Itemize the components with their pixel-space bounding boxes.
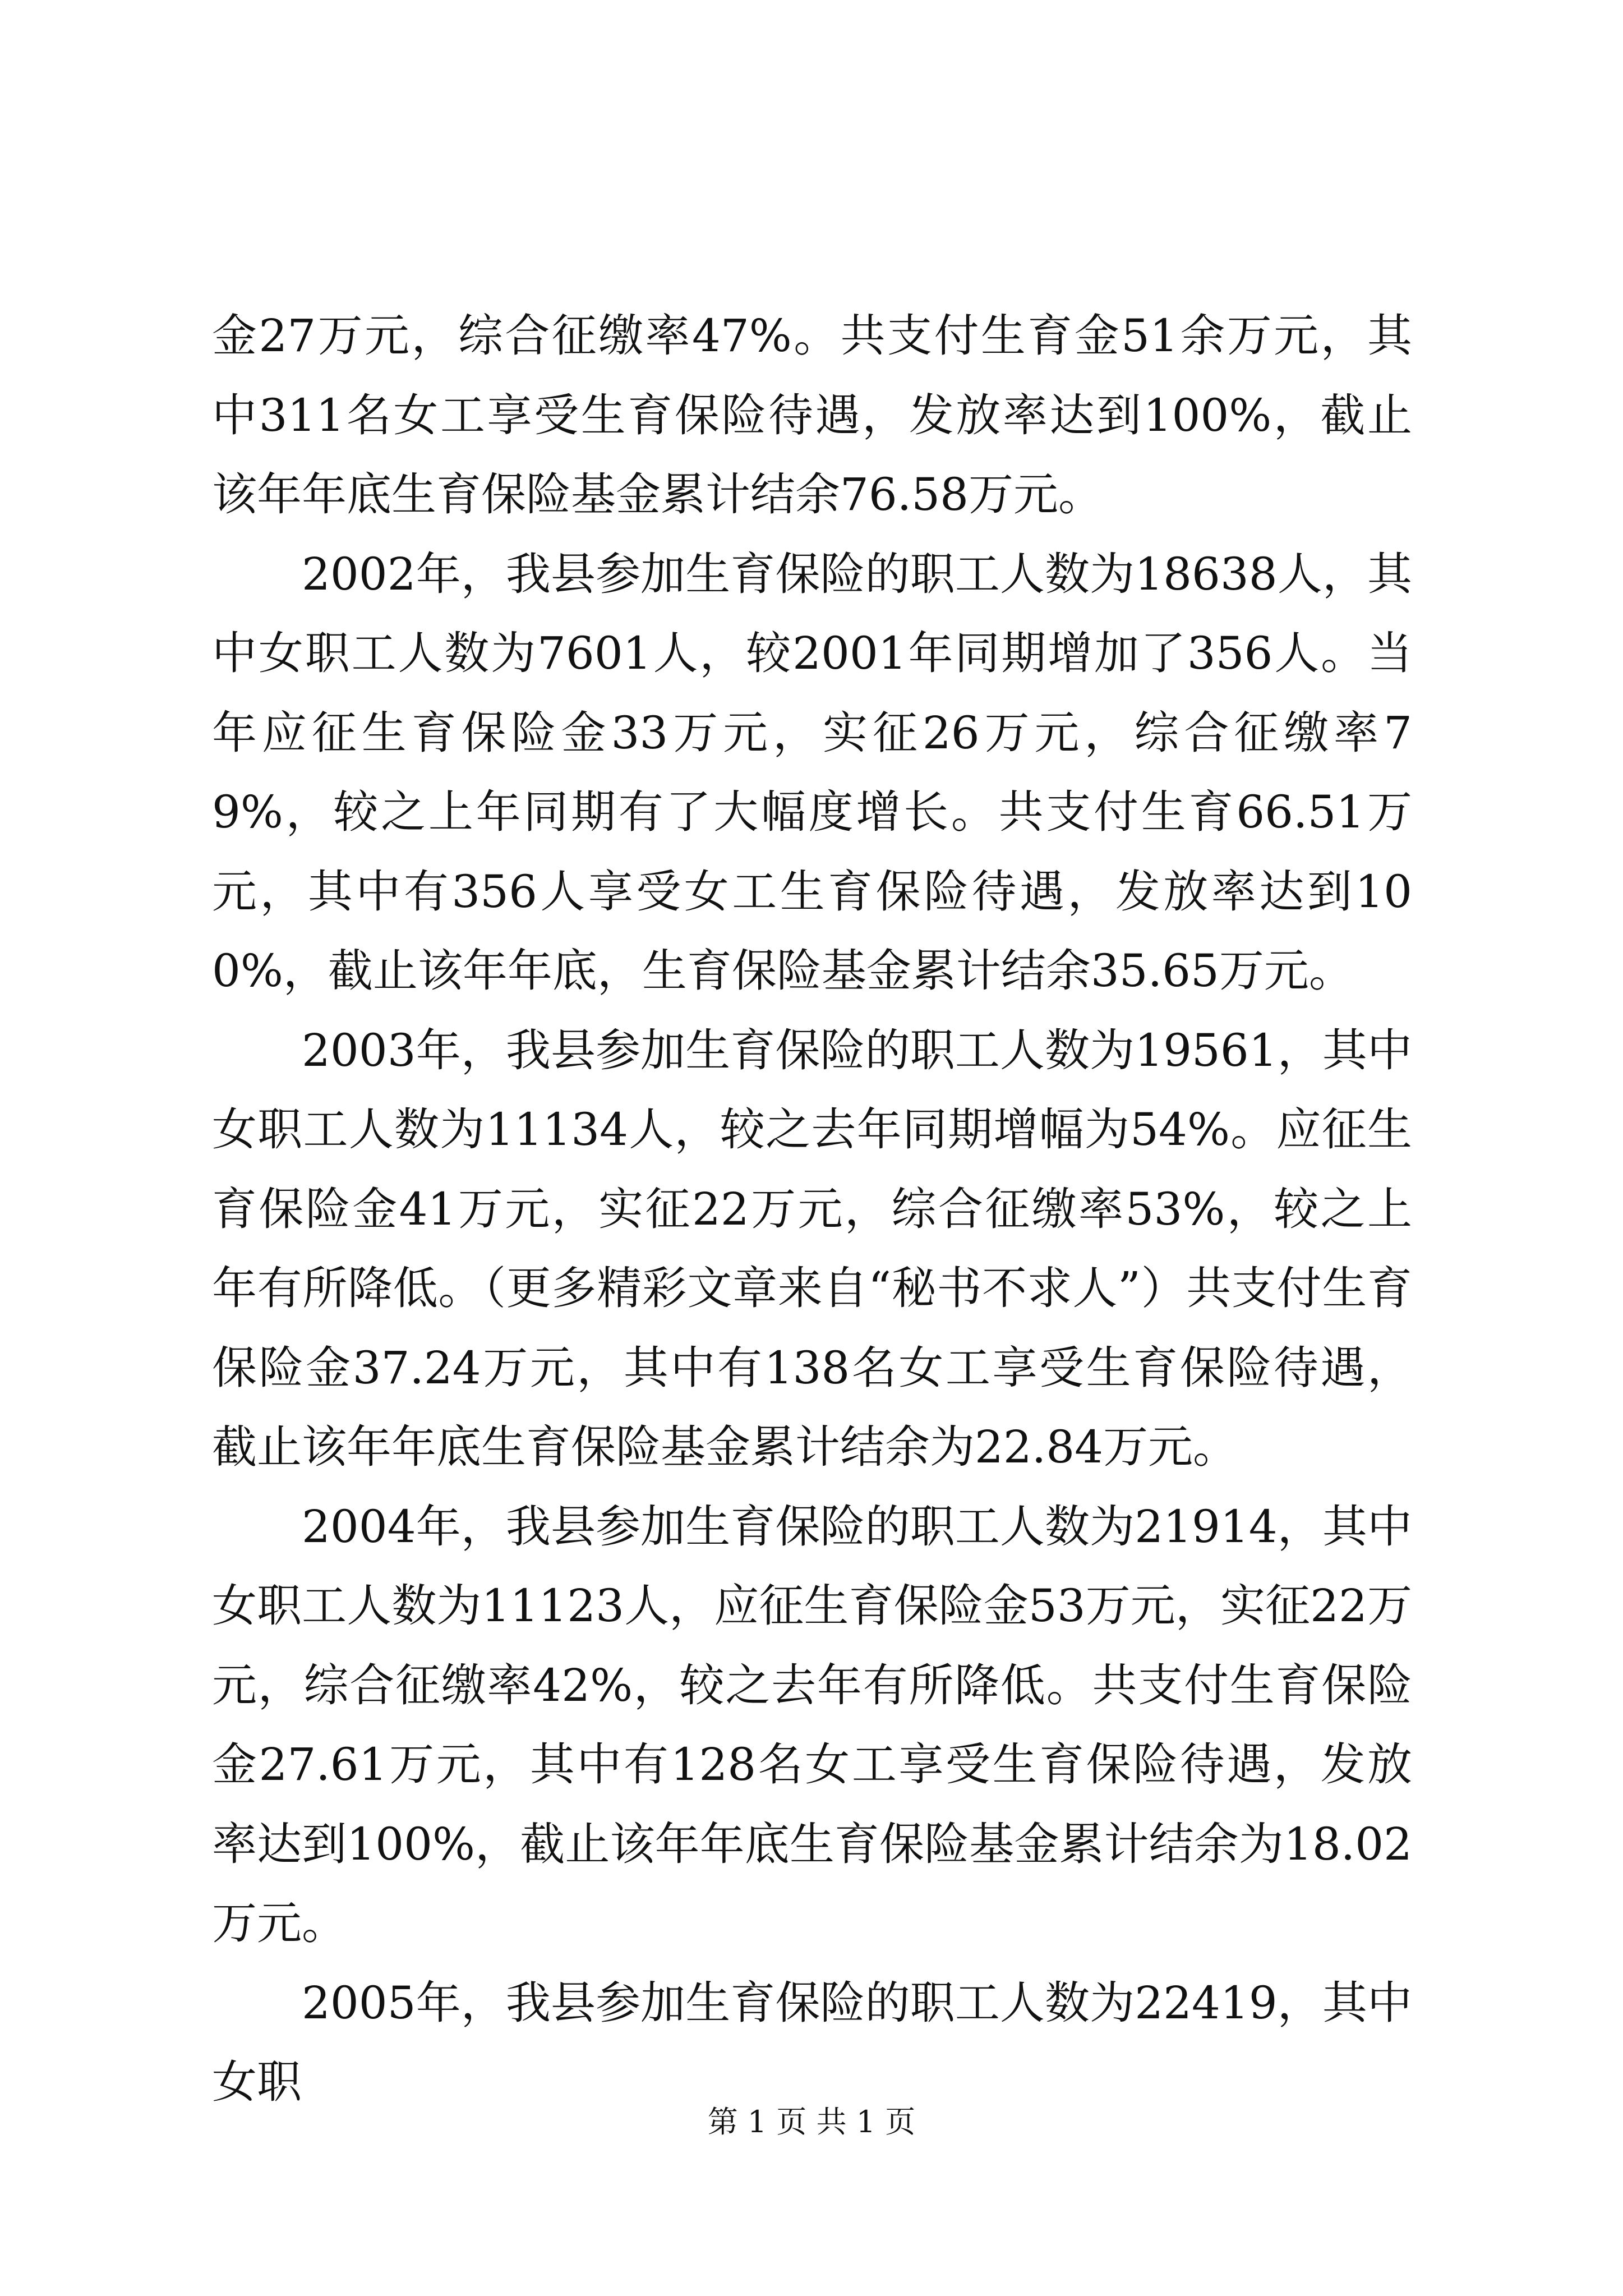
paragraph-2003: 2003年，我县参加生育保险的职工人数为19561，其中女职工人数为11134人，较之去年同期增幅为54%。应征生育保险金41万元，实征22万元，综合征缴率53%，较之上年有所降低。（更多精彩文章来自“秘书不求人”）共支付生育保险金37.24万元，其中有138名女工享受生育保险待遇，截止该年年底生育保险基金累计结余为22.84万元。: [212, 1024, 1412, 1473]
paragraph-2002: 2002年，我县参加生育保险的职工人数为18638人，其中女职工人数为7601人，较2001年同期增加了356人。当年应征生育保险金33万元，实征26万元，综合征缴率79%，较之上年同期有了大幅度增长。共支付生育66.51万元，其中有356人享受女工生育保险待遇，发放率达到100%，截止该年年底，生育保险基金累计结余35.65万元。: [212, 547, 1412, 997]
page-footer: 第 1 页 共 1 页: [707, 2104, 916, 2139]
paragraph-2005: 2005年，我县参加生育保险的职工人数为22419，其中女职: [212, 1976, 1412, 2108]
paragraph-continued: 金27万元，综合征缴率47%。共支付生育金51余万元，其中311名女工享受生育保险待遇，发放率达到100%，截止该年年底生育保险基金累计结余76.58万元。: [212, 310, 1412, 521]
paragraph-2004: 2004年，我县参加生育保险的职工人数为21914，其中女职工人数为11123人，应征生育保险金53万元，实征22万元，综合征缴率42%，较之去年有所降低。共支付生育保险金27.61万元，其中有128名女工享受生育保险待遇，发放率达到100%，截止该年年底生育保险基金累计结余为18.02万元。: [212, 1500, 1412, 1949]
body-text: [212, 296, 1412, 2122]
